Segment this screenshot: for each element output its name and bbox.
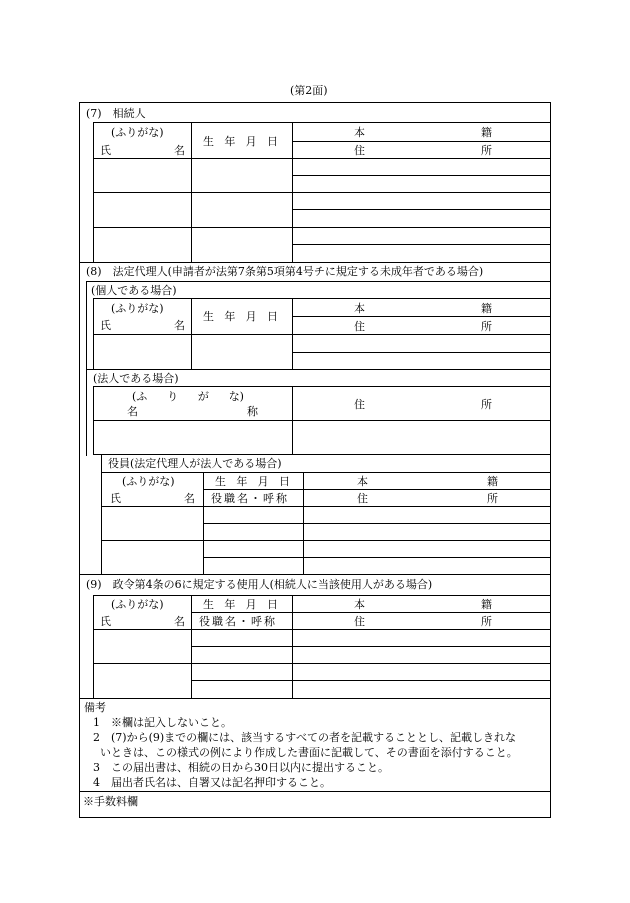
note-item: いときは、この様式の例により作成した書面に記載して、その書面を添付すること。 xyxy=(100,746,518,759)
corp-name-label: 名 称 xyxy=(127,405,258,418)
officer-name-label: 氏 名 xyxy=(110,492,195,505)
honseki-label: 本 籍 xyxy=(354,598,492,611)
birthdate-label: 生 年 月 日 xyxy=(203,598,278,611)
fee-field-label: ※手数料欄 xyxy=(83,795,138,808)
honseki-label: 本 籍 xyxy=(354,302,492,315)
officer-address-label: 住 所 xyxy=(357,492,498,505)
page-title: (第2面) xyxy=(290,84,328,97)
section-8-heading: (8) 法定代理人(申請者が法第7条第5項第4号チに規定する未成年者である場合) xyxy=(86,265,484,278)
address-label: 住 所 xyxy=(354,320,492,333)
notes-heading: 備考 xyxy=(84,701,106,714)
name-label: 氏 名 xyxy=(100,144,185,157)
furigana-label: (ふりがな) xyxy=(111,598,164,611)
address-label: 住 所 xyxy=(354,615,492,628)
officer-honseki-label: 本 籍 xyxy=(357,475,498,488)
officer-birthdate-label: 生 年 月 日 xyxy=(215,475,290,488)
note-item: 4 届出者氏名は、自署又は記名押印すること。 xyxy=(93,776,331,789)
individual-heading: (個人である場合) xyxy=(91,284,177,297)
name-label: 氏 名 xyxy=(100,615,185,628)
name-label: 氏 名 xyxy=(100,319,185,332)
note-item: 1 ※欄は記入しないこと。 xyxy=(93,716,232,729)
furigana-label: (ふりがな) xyxy=(111,302,164,315)
form-frame-top xyxy=(79,102,551,103)
section-9-heading: (9) 政令第4条の6に規定する使用人(相続人に当該使用人がある場合) xyxy=(86,578,433,591)
note-item: 2 (7)から(9)までの欄には、該当するすべての者を記載することとし、記載しきれな xyxy=(93,731,516,744)
birthdate-label: 生 年 月 日 xyxy=(203,310,278,323)
officer-title-label: 役職名・呼称 xyxy=(211,492,289,505)
address-label: 住 所 xyxy=(354,144,492,157)
birthdate-label: 生 年 月 日 xyxy=(203,135,278,148)
honseki-label: 本 籍 xyxy=(354,126,492,139)
form-frame-left xyxy=(79,102,80,818)
corporate-heading: (法人である場合) xyxy=(93,372,179,385)
form-frame-bottom xyxy=(79,817,551,818)
officer-heading: 役員(法定代理人が法人である場合) xyxy=(108,457,282,470)
note-item: 3 この届出書は、相続の日から30日以内に提出すること。 xyxy=(93,761,389,774)
furigana-label: (ふりがな) xyxy=(111,126,164,139)
section-7-heading: (7) 相続人 xyxy=(86,107,146,120)
officer-furigana-label: (ふりがな) xyxy=(122,475,175,488)
title-label: 役職名・呼称 xyxy=(199,615,277,628)
corp-furigana-label: (ふ り が な) xyxy=(132,390,244,403)
corp-address-label: 住 所 xyxy=(354,398,492,411)
